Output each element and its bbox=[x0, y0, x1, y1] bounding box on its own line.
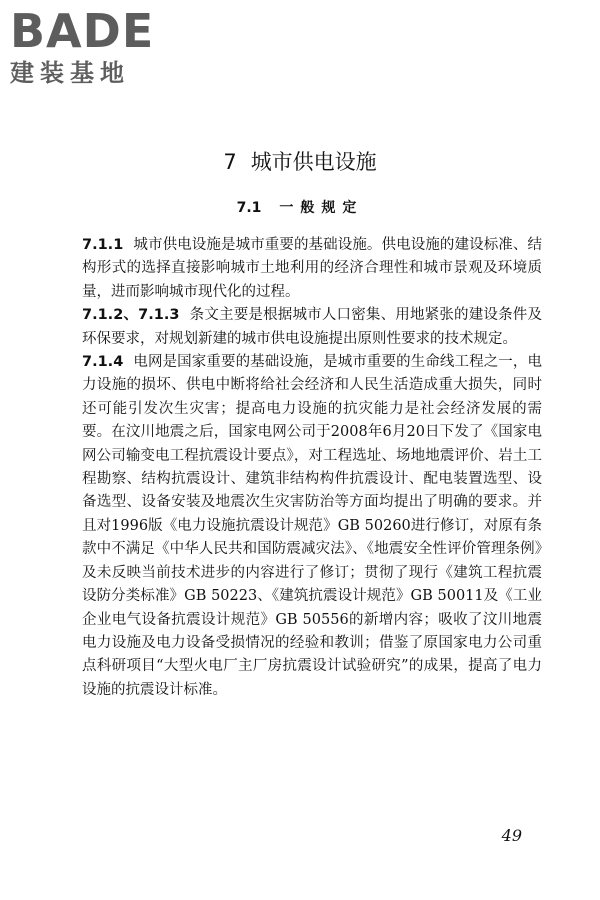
paragraph-text: 条文主要是根据城市人口密集、用地紧张的建设条件及环保要求，对规划新建的城市供电设施提出原则性要求的技术规定。 bbox=[82, 307, 542, 347]
paragraph-text: 城市供电设施是城市重要的基础设施。供电设施的建设标准、结构形式的选择直接影响城市土地利用的经济合理性和城市景观及环境质量，进而影响城市现代化的过程。 bbox=[82, 237, 542, 300]
body-text bbox=[82, 234, 542, 702]
logo-subtitle: 建装基地 bbox=[10, 59, 130, 87]
paragraph-7-1-2 bbox=[82, 304, 542, 351]
clause-number: 7.1.1 bbox=[82, 237, 124, 253]
section-title-text: 一般规定 bbox=[279, 200, 364, 216]
chapter-title-text: 城市供电设施 bbox=[250, 150, 377, 174]
clause-number: 7.1.4 bbox=[82, 354, 124, 371]
clause-number: 7.1.2、7.1.3 bbox=[82, 307, 180, 324]
logo-wordmark: BADE bbox=[10, 4, 155, 58]
section-number: 7.1 bbox=[236, 200, 262, 216]
paragraph-text: 电网是国家重要的基础设施，是城市重要的生命线工程之一，电力设施的损坏、供电中断将给社会经济和人民生活造成重大损失，同时还可能引发次生灾害；提高电力设施的抗灾能力是社会经济发展的需要。在汶川地震之后，国家电网公司于2008年6月20日下发了《国家电网公司输变电工程抗震设计要点》，对工程选址、场地地震评价、岩土工程勘察、结构抗震设计、建筑非结构构件抗震设计、配电装置选型、设备选型、设备安装及地震次生灾害防治等方面均提出了明确的要求。并且对1996版《电力设施抗震设计规范》GB 50260进行修订，对原有条款中不满足《中华人民共和国防震减灾法》、《地震安全性评价管理条例》及未反映当前技术进步的内容进行了修订；贯彻了现行《建筑工程抗震设防分类标准》GB 50223、《建筑抗震设计规范》GB 50011及《工业企业电气设备抗震设计规范》GB 50556的新增内容；吸收了汶川地震电力设施及电力设备受损情况的经验和教训；借鉴了原国家电力公司重点科研项目“大型火电厂主厂房抗震设计试验研究”的成果，提高了电力设施的抗震设计标准。 bbox=[82, 354, 542, 698]
chapter-number: 7 bbox=[223, 150, 237, 174]
page-number: 49 bbox=[501, 826, 522, 845]
section-title bbox=[0, 198, 600, 218]
logo bbox=[10, 6, 180, 92]
paragraph-7-1-4 bbox=[82, 351, 542, 702]
paragraph-7-1-1 bbox=[82, 234, 542, 304]
chapter-title bbox=[0, 148, 600, 176]
